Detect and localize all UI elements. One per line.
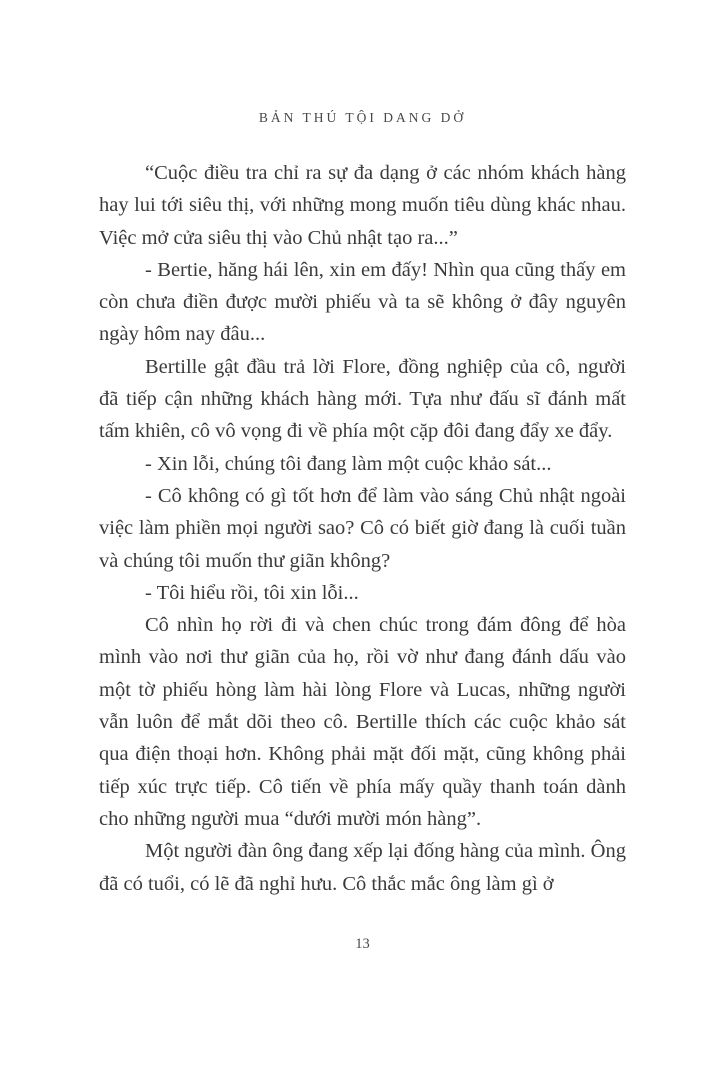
paragraph-dialogue-apology: - Tôi hiểu rồi, tôi xin lỗi... xyxy=(145,581,359,604)
paragraph-quote-survey: “Cuộc điều tra chỉ ra sự đa dạng ở các nhóm khách hàng hay lui tới siêu thị, với những mong muốn tiêu dùng khác nhau. Việc mở cửa siêu thị vào Chủ nhật tạo ra...” xyxy=(99,162,626,249)
running-header: BẢN THÚ TỘI DANG DỞ xyxy=(258,110,467,125)
page-number: 13 xyxy=(355,936,370,952)
paragraph-narration-checkout: Cô nhìn họ rời đi và chen chúc trong đám đông để hòa mình vào nơi thư giãn của họ, rồi vờ như đang đánh dấu vào một tờ phiếu hòng làm hài lòng Flore và Lucas, những người vẫn luôn để mắt dõi theo cô. Bertille thích các cuộc khảo sát qua điện thoại hơn. Không phải mặt đối mặt, cũng không phải tiếp xúc trực tiếp. Cô tiến về phía mấy quầy thanh toán dành cho những người mua “dưới mười món hàng”. xyxy=(99,614,626,830)
body-text xyxy=(99,157,626,900)
paragraph-dialogue-excuse: - Xin lỗi, chúng tôi đang làm một cuộc khảo sát... xyxy=(145,452,552,475)
paragraph-dialogue-flore: - Bertie, hăng hái lên, xin em đấy! Nhìn qua cũng thấy em còn chưa điền được mười phiếu và ta sẽ không ở đây nguyên ngày hôm nay đâu... xyxy=(99,258,626,346)
paragraph-dialogue-complaint: - Cô không có gì tốt hơn để làm vào sáng Chủ nhật ngoài việc làm phiền mọi người sao? Cô có biết giờ đang là cuối tuần và chúng tôi muốn thư giãn không? xyxy=(99,484,626,572)
paragraph-narration-bertille: Bertille gật đầu trả lời Flore, đồng nghiệp của cô, người đã tiếp cận những khách hàng mới. Tựa như đấu sĩ đánh mất tấm khiên, cô vô vọng đi về phía một cặp đôi đang đẩy xe đẩy. xyxy=(99,355,626,443)
paragraph-narration-oldman: Một người đàn ông đang xếp lại đống hàng của mình. Ông đã có tuổi, có lẽ đã nghỉ hưu. Cô thắc mắc ông làm gì ở xyxy=(99,840,626,895)
